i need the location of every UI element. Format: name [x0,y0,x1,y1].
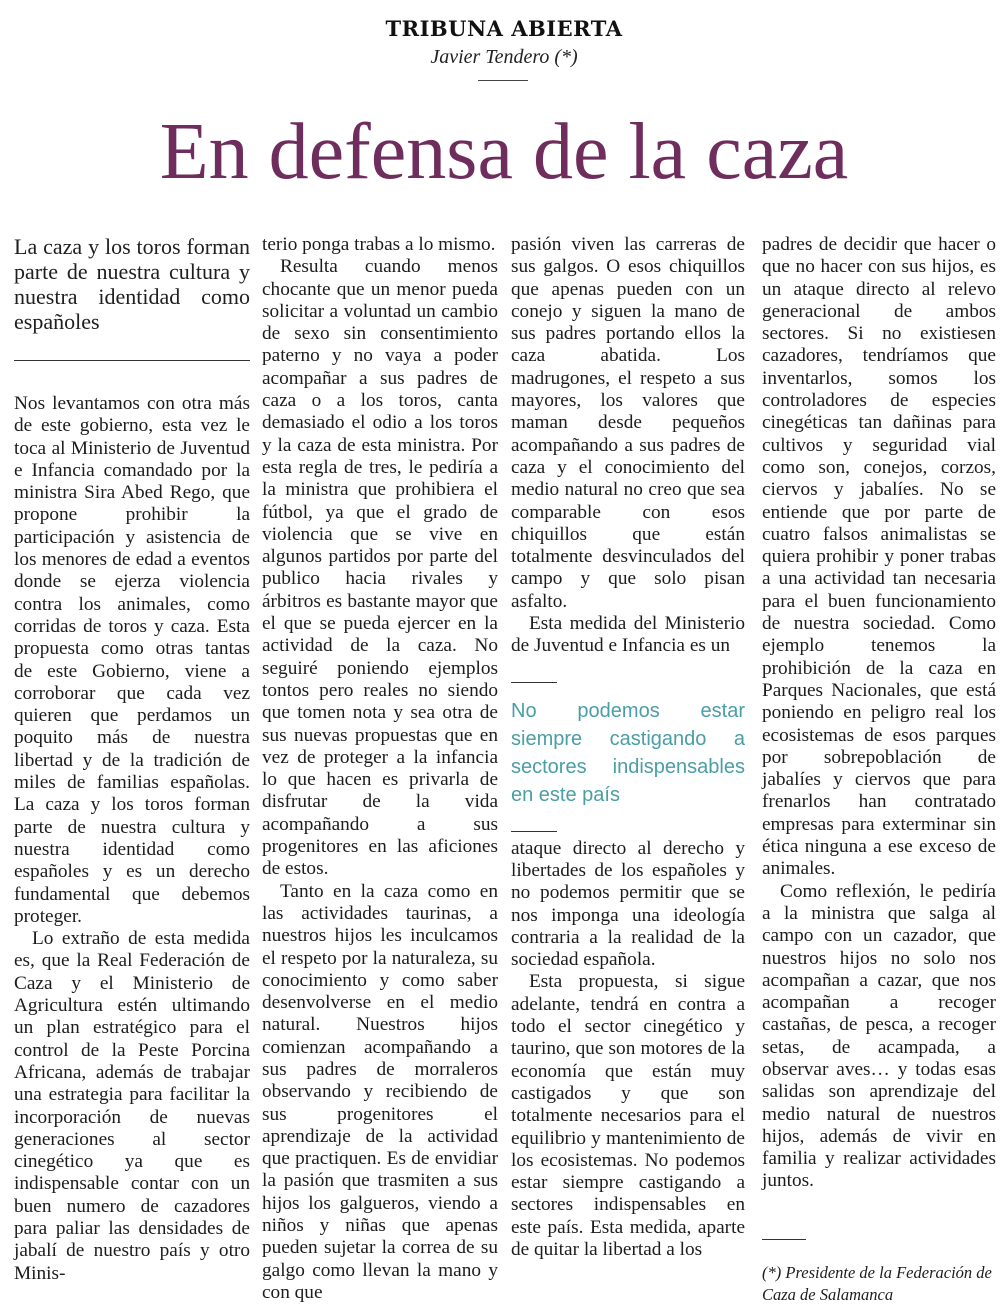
body-paragraph-4-cont: pasión viven las carreras de sus galgos. O esos chiquillos que apenas pueden con un conejo y siguen la mano de sus padres portando ellos la caza abatida. Los madrugones, el respeto a sus mayores, los valores que maman desde pequeños acompañando a sus padres de caza y el conocimiento del medio natural no creo que sea comparable con esos chiquillos que están totalmente desvinculados del campo y que solo pisan asfalto. [511,234,745,612]
author-byline: Javier Tendero (*) [430,46,578,68]
article-column-3 [511,234,745,1261]
pull-quote-bottom-rule [511,831,557,832]
headline: En defensa de la caza [159,108,849,196]
body-paragraph-2: Lo extraño de esta medida es, que la Real Federación de Caza y el Ministerio de Agricultura estén ultimando un plan estratégico para el control de la Peste Porcina Africana, además de trabajar una estrategia para facilitar la incorporación de nuevas generaciones al sector cinegético ya que es indispensable contar con un buen numero de cazadores para paliar las densidades de jabalí de nuestro país y otro Minis- [14,928,250,1284]
article-column-4 [762,234,996,1306]
body-paragraph-3: Resulta cuando menos chocante que un menor pueda solicitar a voluntad un cambio de sexo sin consentimiento paterno y no vaya a poder acompañar a sus padres de caza o a los toros, canta demasiado el odio a los toros y la caza de esta ministra. Por esta regla de tres, le pediría a la ministra que prohibiera el fútbol, ya que el grado de violencia que se vive en algunos partidos por parte del publico hacia rivales y árbitros es bastante mayor que el que se pueda ejercer en la actividad de la caza. No seguiré poniendo ejemplos tontos pero reales no siendo que tomen nota y sea otra de sus nuevas propuestas que en vez de proteger a la infancia lo que hacen es privarla de disfrutar de la vida acompañando a sus progenitores en las aficiones de estos. [262,256,498,880]
body-paragraph-7: Como reflexión, le pediría a la ministra que salga al campo con un cazador, que nuestros hijos no solo nos acompañan a cazar, que nos acompañan a recoger castañas, de pesca, a recoger setas, de acampada, a observar aves… y todas esas salidas son aprendizaje del medio natural de nuestros hijos, además de vivir en familia y realizar actividades juntos. [762,880,996,1192]
body-paragraph-5: Esta medida del Ministerio de Juventud e Infancia es un [511,613,745,657]
deck: La caza y los toros forman parte de nuestra cultura y nuestra identidad como españoles [14,234,250,334]
footnote-divider [762,1239,806,1240]
body-paragraph-5-cont: ataque directo al derecho y libertades de los españoles y no podemos permitir que se nos imponga una ideología contraria a la realidad de la sociedad española. [511,837,745,971]
deck-divider [14,360,250,361]
kicker-divider [478,80,528,81]
body-paragraph-1: Nos levantamos con otra más de este gobierno, esta vez le toca al Ministerio de Juventud e Infancia comandado por la ministra Sira Abed Rego, que propone prohibir la participación y asistencia de los menores de edad a eventos donde se ejerza violencia contra los animales, como corridas de toros y caza. Esta propuesta como otras tantas de este Gobierno, viene a corroborar que cada vez quieren que perdamos un poquito más de nuestra libertad y de la tradición de miles de familias españolas. La caza y los toros forman parte de nuestra cultura y nuestra identidad como españoles y es un derecho fundamental que debemos proteger. [14,393,250,927]
body-paragraph-2-cont: terio ponga trabas a lo mismo. [262,234,496,255]
body-paragraph-6: Esta propuesta, si sigue adelante, tendrá en contra a todo el sector cinegético y taurino, que son motores de la economía que están muy castigados y que son totalmente necesarios para el equilibrio y mantenimiento de los ecosistemas. No podemos estar siempre castigando a sectores indispensables en este país. Esta medida, aparte de quitar la libertad a los [511,971,745,1260]
article-column-2 [262,234,498,1304]
author-footnote: (*) Presidente de la Federación de Caza de Salamanca [762,1262,992,1304]
section-kicker: TRIBUNA ABIERTA [385,16,623,41]
pull-quote-top-rule [511,682,557,683]
body-paragraph-4: Tanto en la caza como en las actividades taurinas, a nuestros hijos les inculcamos el respeto por la naturaleza, su conocimiento y como saber desenvolverse en el medio natural. Nuestros hijos comienzan acompañando a sus padres de morraleros observando y recibiendo de sus progenitores el aprendizaje de la actividad que practiquen. Es de envidiar la pasión que trasmiten a sus hijos los galgueros, viendo a niños y niñas que apenas pueden sujetar la correa de su galgo como llevan la mano y con que [262,880,498,1303]
body-paragraph-6-cont: padres de decidir que hacer o que no hacer con sus hijos, es un ataque directo al relevo generacional de ambos sectores. Si no existiesen cazadores, tendríamos que inventarlos, somos los controladores de especies cinegéticas tan dañinas para cultivos y seguridad vial como son, conejos, corzos, ciervos y jabalíes. No se entiende que por parte de cuatro falsos animalistas se quiera prohibir y poner trabas a una actividad tan necesaria para el buen funcionamiento de nuestra sociedad. Como ejemplo tenemos la prohibición de la caza en Parques Nacionales, que está poniendo en peligro real los ecosistemas de esos parques por sobrepoblación de jabalíes y ciervos que para frenarlos han contratado empresas para exterminar sin ética ninguna a ese exceso de animales. [762,234,996,880]
article-column-1 [14,234,250,1285]
pull-quote: No podemos estar siempre castigando a sectores indispensables en este país [511,699,745,806]
